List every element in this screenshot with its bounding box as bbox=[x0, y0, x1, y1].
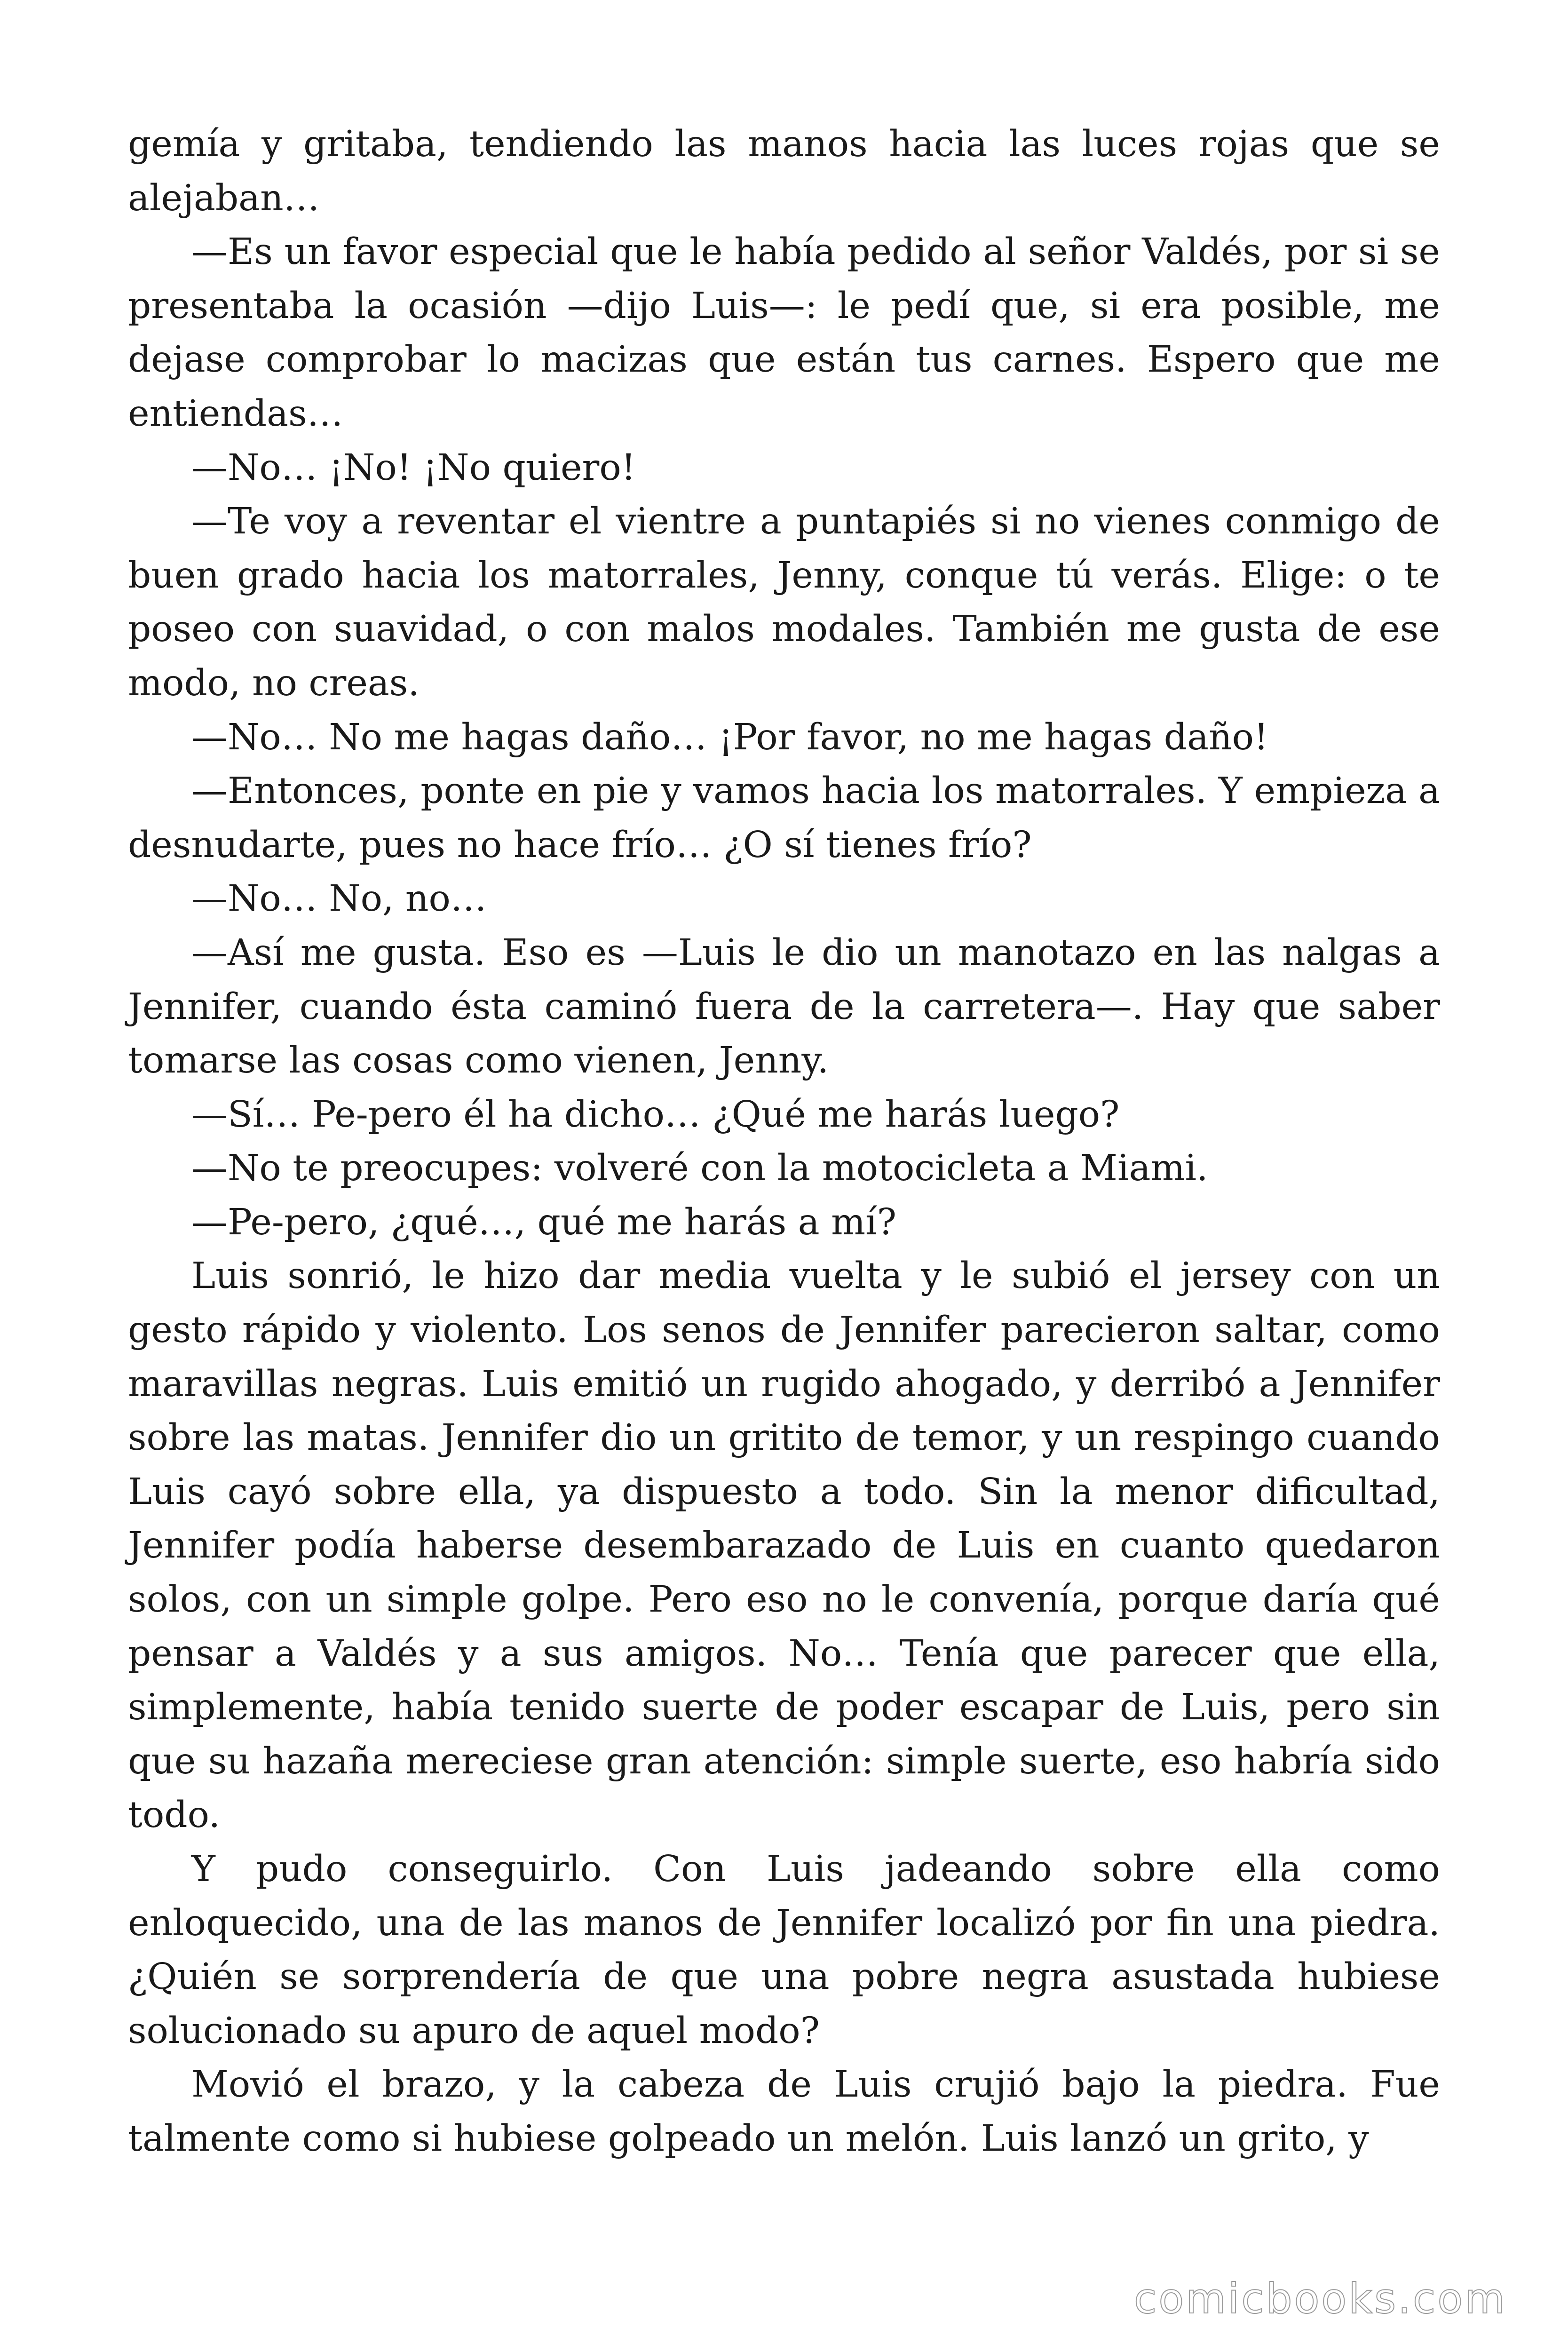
paragraph-7: —No… No, no… bbox=[191, 878, 487, 920]
paragraph-14: Movió el brazo, y la cabeza de Luis crujió bajo la piedra. Fue talmente como si hubiese golpeado un melón. Luis lanzó un grito, y bbox=[128, 2064, 1440, 2160]
paragraph-5: —No… No me hagas daño… ¡Por favor, no me hagas daño! bbox=[191, 716, 1268, 758]
paragraph-12: Luis sonrió, le hizo dar media vuelta y le subió el jersey con un gesto rápido y violento. Los senos de Jennifer parecieron saltar, como maravillas negras. Luis emitió un rugido ahogado, y derribó a Jennifer sobre las matas. Jennifer dio un gritito de temor, y un respingo cuando Luis cayó sobre ella, ya dispuesto a todo. Sin la menor dificultad, Jennifer podía haberse desembarazado de Luis en cuanto quedaron solos, con un simple golpe. Pero eso no le convenía, porque daría qué pensar a Valdés y a sus amigos. No… Tenía que parecer que ella, simplemente, había tenido suerte de poder escapar de Luis, pero sin que su hazaña mereciese gran atención: simple suerte, eso habría sido todo. bbox=[128, 1255, 1440, 1836]
paragraph-2: —Es un favor especial que le había pedido al señor Valdés, por si se presentaba la ocasión —dijo Luis—: le pedí que, si era posible, me dejase comprobar lo macizas que están tus carnes. Espero que me entiendas… bbox=[128, 231, 1440, 435]
paragraph-3: —No… ¡No! ¡No quiero! bbox=[191, 446, 636, 489]
paragraph-10: —No te preocupes: volveré con la motocicleta a Miami. bbox=[191, 1147, 1208, 1190]
watermark: comicbooks.com bbox=[1133, 2274, 1507, 2323]
paragraph-11: —Pe-pero, ¿qué…, qué me harás a mí? bbox=[191, 1201, 897, 1243]
paragraph-6: —Entonces, ponte en pie y vamos hacia los matorrales. Y empieza a desnudarte, pues no hace frío… ¿O sí tienes frío? bbox=[128, 770, 1440, 866]
paragraph-4: —Te voy a reventar el vientre a puntapiés si no vienes conmigo de buen grado hacia los matorrales, Jenny, conque tú verás. Elige: o te poseo con suavidad, o con malos modales. También me gusta de ese modo, no creas. bbox=[128, 501, 1440, 704]
paragraph-13: Y pudo conseguirlo. Con Luis jadeando sobre ella como enloquecido, una de las manos de Jennifer localizó por fin una piedra. ¿Quién se sorprendería de que una pobre negra asustada hubiese solucionado su apuro de aquel modo? bbox=[128, 1848, 1440, 2052]
paragraph-9: —Sí… Pe-pero él ha dicho… ¿Qué me harás luego? bbox=[191, 1093, 1120, 1136]
paragraph-1: gemía y gritaba, tendiendo las manos hacia las luces rojas que se alejaban… bbox=[128, 123, 1440, 219]
page-body bbox=[128, 118, 1440, 2166]
paragraph-8: —Así me gusta. Eso es —Luis le dio un manotazo en las nalgas a Jennifer, cuando ésta caminó fuera de la carretera—. Hay que saber tomarse las cosas como vienen, Jenny. bbox=[128, 931, 1440, 1082]
